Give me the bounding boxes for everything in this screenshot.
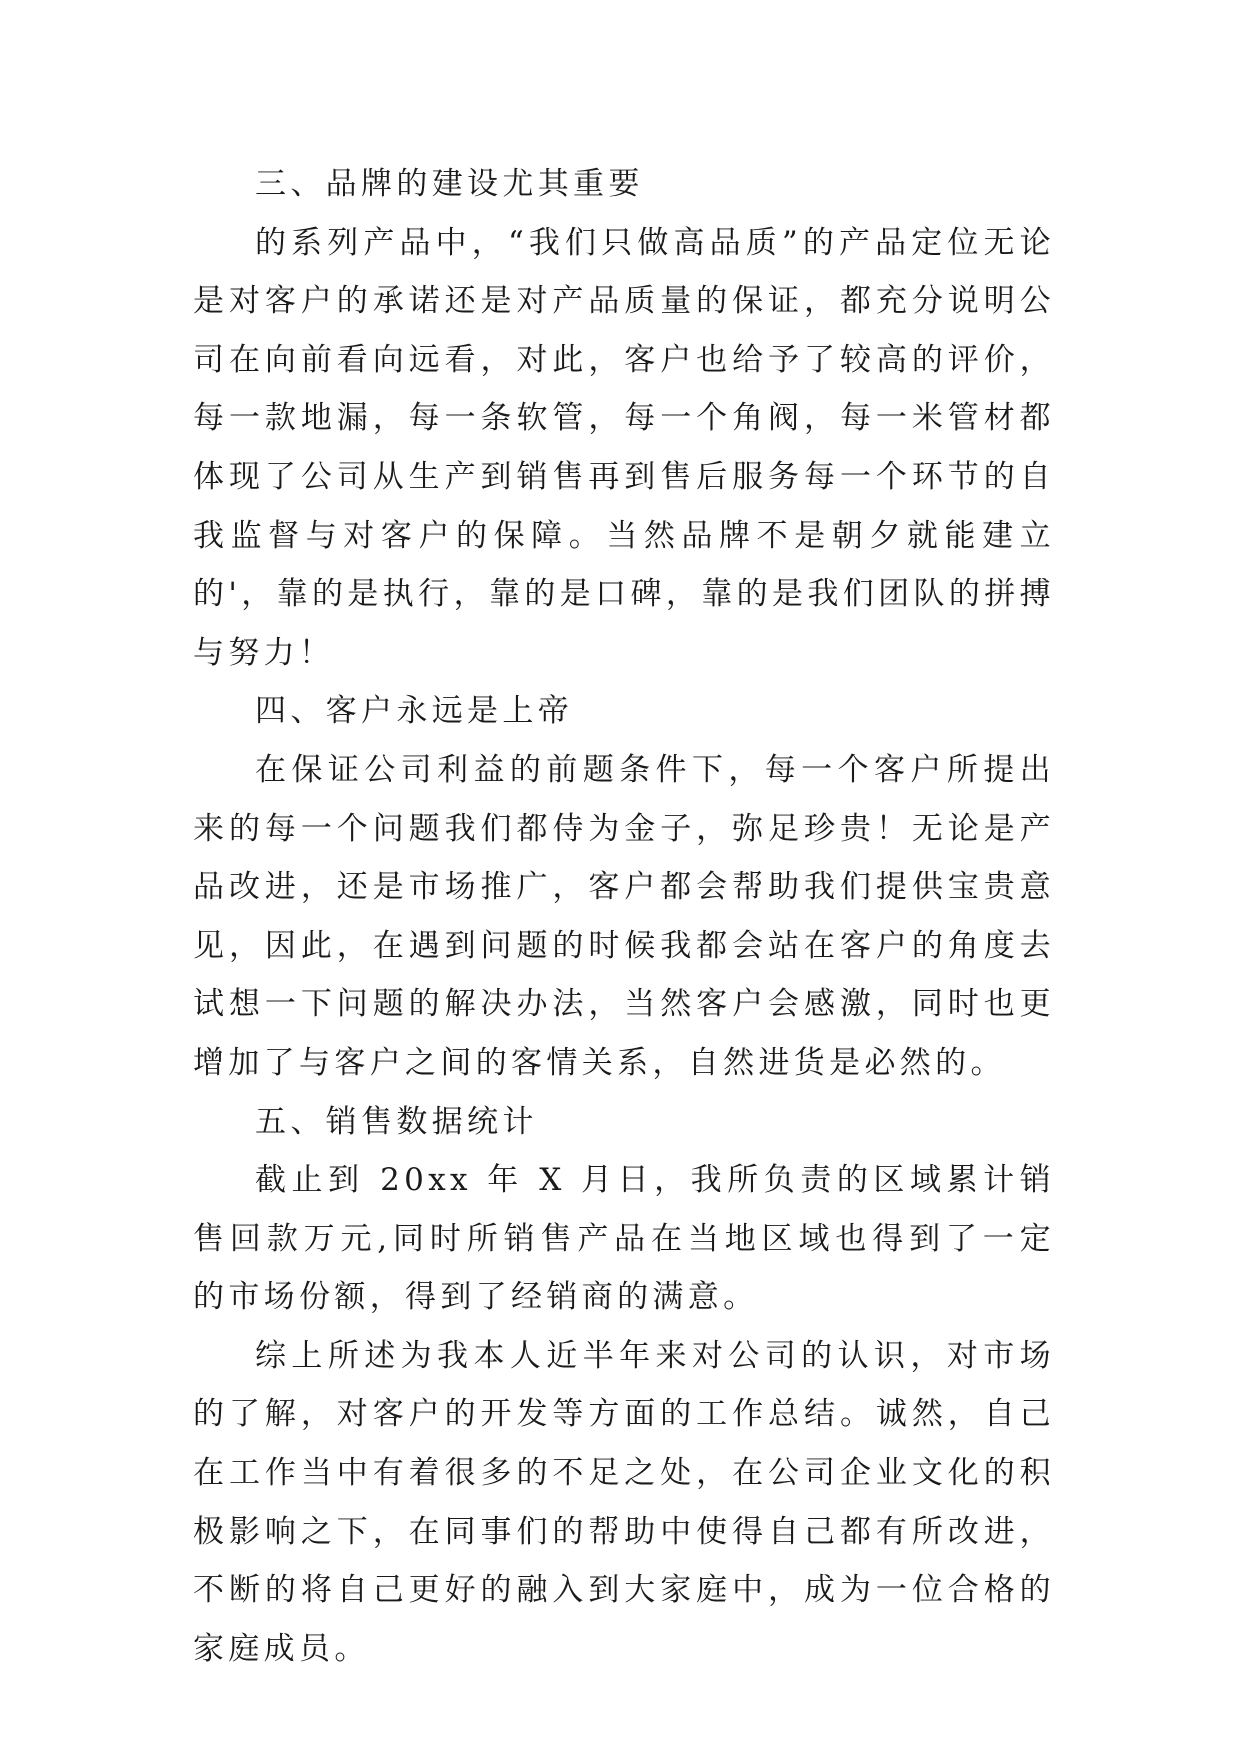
section-heading-brand: 三、品牌的建设尤其重要 bbox=[255, 166, 644, 202]
paragraph-summary: 综上所述为我本人近半年来对公司的认识，对市场的了解，对客户的开发等方面的工作总结。诚然，自己在工作当中有着很多的不足之处，在公司企业文化的积极影响之下，在同事们的帮助中使得自己都有所改进，不断的将自己更好的融入到大家庭中，成为一位合格的家庭成员。 bbox=[193, 1337, 1055, 1667]
document-body bbox=[193, 155, 1055, 1678]
section-heading-customer: 四、客户永远是上帝 bbox=[255, 693, 574, 730]
paragraph-sales-data: 截止到 20xx 年 X 月日，我所负责的区域累计销售回款万元,同时所销售产品在当地区域也得到了一定的市场份额，得到了经销商的满意。 bbox=[193, 1162, 1055, 1316]
section-heading-sales-data: 五、销售数据统计 bbox=[255, 1103, 538, 1140]
paragraph-brand: 的系列产品中，“我们只做高品质”的产品定位无论是对客户的承诺还是对产品质量的保证，都充分说明公司在向前看向远看，对此，客户也给予了较高的评价，每一款地漏，每一条软管，每一个角阀，每一米管材都体现了公司从生产到销售再到售后服务每一个环节的自我监督与对客户的保障。当然品牌不是朝夕就能建立的'，靠的是执行，靠的是口碑，靠的是我们团队的拼搏与努力！ bbox=[193, 224, 1055, 671]
paragraph-customer: 在保证公司利益的前题条件下，每一个客户所提出来的每一个问题我们都侍为金子，弥足珍贵！无论是产品改进，还是市场推广，客户都会帮助我们提供宝贵意见，因此，在遇到问题的时候我都会站在客户的角度去试想一下问题的解决办法，当然客户会感激，同时也更增加了与客户之间的客情关系，自然进货是必然的。 bbox=[193, 751, 1055, 1081]
